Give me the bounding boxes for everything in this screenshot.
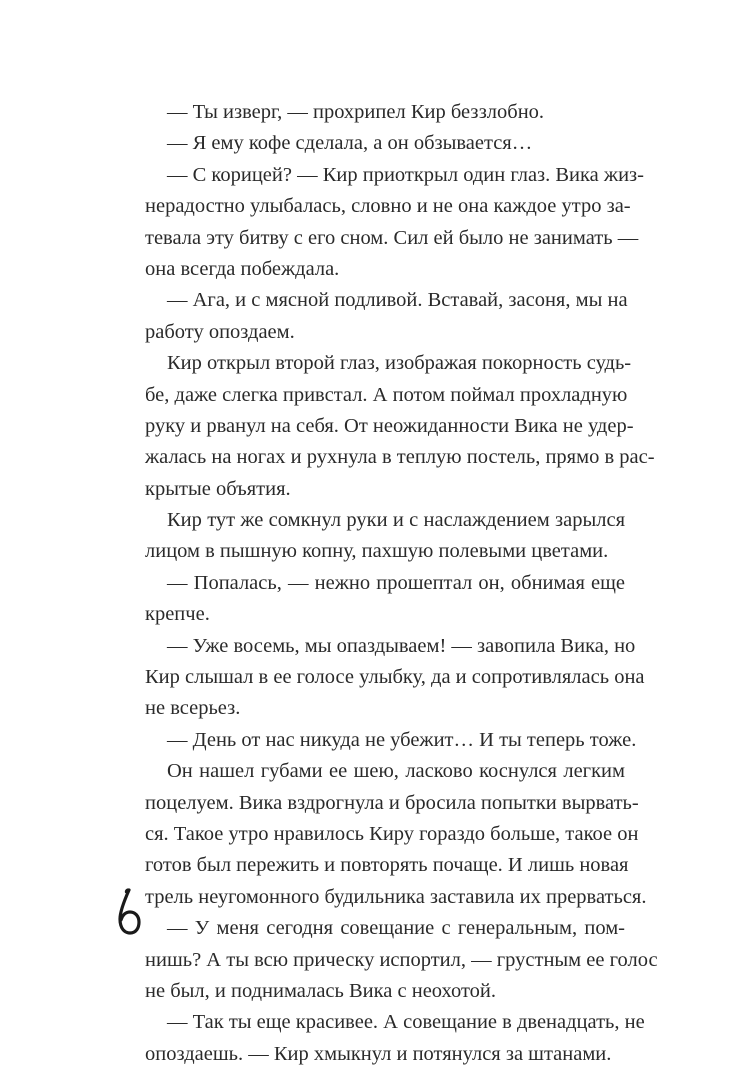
text-line: Он нашел губами ее шею, ласково коснулся легким xyxy=(167,760,625,783)
text-line: — Уже восемь, мы опаздываем! — завопила Вика, но xyxy=(167,634,636,657)
text-line: не всерьез. xyxy=(145,697,241,720)
text-line: работу опоздаем. xyxy=(145,320,295,343)
text-line: готов был пережить и повторять почаще. И лишь новая xyxy=(145,854,629,877)
text-line: она всегда побеждала. xyxy=(145,257,340,280)
text-line: нерадостно улыбалась, словно и не она каждое утро за- xyxy=(145,195,631,218)
text-line: тевала эту битву с его сном. Сил ей было не занимать — xyxy=(145,226,639,249)
text-line: — Попалась, — нежно прошептал он, обнимая еще xyxy=(167,571,625,594)
text-line: крытые объятия. xyxy=(145,477,291,500)
text-line: лицом в пышную копну, пахшую полевыми цветами. xyxy=(145,540,609,563)
text-line: поцелуем. Вика вздрогнула и бросила попытки вырвать- xyxy=(145,791,639,814)
text-line: нишь? А ты всю прическу испортил, — грустным ее голос xyxy=(145,948,658,971)
body-text xyxy=(145,97,658,1070)
text-line: не был, и поднималась Вика с неохотой. xyxy=(145,979,497,1002)
text-line: — Ага, и с мясной подливой. Вставай, засоня, мы на xyxy=(167,289,628,312)
text-line: жалась на ногах и рухнула в теплую постель, прямо в рас- xyxy=(145,446,655,469)
text-line: Кир тут же сомкнул руки и с наслаждением зарылся xyxy=(167,509,625,532)
text-line: крепче. xyxy=(145,603,210,626)
text-line: ся. Такое утро нравилось Киру гораздо больше, такое он xyxy=(145,822,639,845)
text-line: — Так ты еще красивее. А совещание в двенадцать, не xyxy=(167,1011,645,1034)
text-line: Кир слышал в ее голосе улыбку, да и сопротивлялась она xyxy=(145,666,645,689)
text-line: опоздаешь. — Кир хмыкнул и потянулся за штанами. xyxy=(145,1042,612,1065)
page-number-glyph xyxy=(113,887,145,935)
text-line: трель неугомонного будильника заставила их прерваться. xyxy=(145,885,647,908)
text-line: — Я ему кофе сделала, а он обзывается… xyxy=(167,132,533,155)
text-line: — Ты изверг, — прохрипел Кир беззлобно. xyxy=(167,101,545,123)
text-line: — У меня сегодня совещание с генеральным, пом- xyxy=(167,917,625,940)
text-line: Кир открыл второй глаз, изображая покорность судь- xyxy=(167,352,632,375)
text-line: бе, даже слегка привстал. А потом поймал прохладную xyxy=(145,383,628,406)
page-number xyxy=(113,887,145,935)
text-line: — С корицей? — Кир приоткрыл один глаз. Вика жиз- xyxy=(167,163,644,186)
text-line: — День от нас никуда не убежит… И ты теперь тоже. xyxy=(167,728,637,751)
text-line: руку и рванул на себя. От неожиданности Вика не удер- xyxy=(145,414,634,437)
